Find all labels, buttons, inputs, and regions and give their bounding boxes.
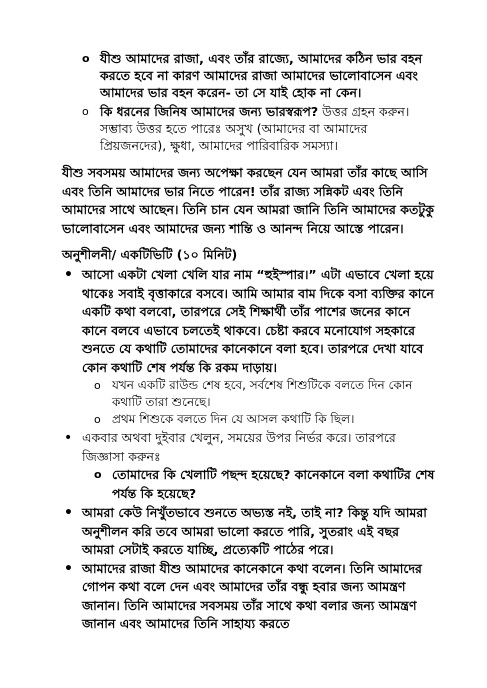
question-text: কি ধরনের জিনিষ আমাদের জন্য ভারস্বরূপ? — [100, 104, 319, 119]
list-item — [62, 377, 435, 411]
list-item — [70, 50, 435, 101]
list-item — [62, 560, 435, 634]
bullet-icon: • — [64, 505, 73, 521]
circle-bullet-icon: o — [94, 468, 102, 481]
list-item — [62, 504, 435, 560]
list-item — [62, 266, 435, 377]
list-item-text: প্রথম শিশুকে বলতে দিন যে আসল কথাটি কি ছিল। — [112, 412, 355, 426]
circle-bullet-icon: o — [82, 105, 89, 118]
circle-bullet-icon: o — [82, 52, 90, 65]
answer-text: সম্ভাব্য উত্তর হতে পারেঃ অসুখ (আমাদের বা আমাদের প্রিয়জনদের), ক্ষুধা, আমাদের পারিবারিক সমস্যা। — [100, 121, 368, 153]
bullet-icon: • — [64, 267, 73, 283]
list-item-text: একবার অথবা দুইবার খেলুন, সময়ের উপর নির্ভর করে। তারপরে জিজ্ঞাসা করুনঃ — [82, 430, 396, 464]
list-item-text: তোমাদের কি খেলাটি পছন্দ হয়েছে? কানেকানে বলা কথাটির শেষ পর্যন্ত কি হয়েছে? — [112, 467, 435, 501]
list-item-text: আমরা কেউ নিখুঁতভাবে শুনতে অভ্যস্ত নই, তাই না? কিন্তু যদি আমরা অনুশীলন করি তবে আমরা ভালো করতে পারি, সুতরাং এই বছর আমরা সেটাই করতে যাচ্ছি, প্রত্যেকটি পাঠের পরে। — [82, 505, 427, 557]
body-paragraph: যীশু সবসময় আমাদের জন্য অপেক্ষা করছেন যেন আমরা তাঁর কাছে আসি এবং তিনি আমাদের ভার নিতে পারেন! তাঁর রাজ্য সন্নিকট এবং তিনি আমাদের সাথে আছেন। তিনি চান যেন আমরা জানি তিনি আমাদের কতটুকু ভালোবাসেন এবং আমাদের জন্য শান্তি ও আনন্দ নিয়ে আস্তে পারেন। — [62, 165, 434, 236]
list-item-text: আসো একটা খেলা খেলি যার নাম “হুইস্পার।” এটা এভাবে খেলা হয়ে থাকেঃ সবাই বৃত্তাকারে বসবে। আমি আমার বাম দিকে বসা ব্যক্তির কানে একটি কথা বলবো, তারপরে সেই শিক্ষার্থী তাঁর পাশের জনের কানে কানে বলবে এভাবে চলতেই থাকবে। চেষ্টা করবে মনোযোগ সহকারে শুনতে যে কথাটি তোমাদের কানেকানে বলা হবে। তারপরে দেখা যাবে কোন কথাটি শেষ পর্যন্ত কি রকম দাড়ায়। — [82, 267, 434, 375]
answer-prompt: উত্তর গ্রহন করুন। — [318, 104, 410, 119]
list-item-text: আমাদের রাজা যীশু আমাদের কানেকানে কথা বলেন। তিনি আমাদের গোপন কথা বলে দেন এবং আমাদের তাঁর বন্ধু হবার জন্য আমন্ত্রণ জানান। তিনি আমাদের সবসময় তাঁর সাথে কথা বলার জন্য আমন্ত্রণ জানান এবং আমাদের তিনি সাহায্য করতে — [82, 560, 422, 631]
list-item-text: যীশু আমাদের রাজা, এবং তাঁর রাজ্যে, আমাদের কঠিন ভার বহন করতে হবে না কারণ আমাদের রাজা আমাদের ভালোবাসেন এবং আমাদের ভার বহন করেন- তা সে যাই হোক না কেন। — [100, 51, 423, 100]
list-item — [62, 466, 435, 503]
list-item — [62, 411, 435, 428]
list-item — [62, 429, 435, 466]
section-heading: অনুশীলনী/ একটিভিটি (১০ মিনিট) — [62, 247, 238, 262]
bullet-icon: • — [64, 430, 73, 446]
circle-bullet-icon: o — [94, 379, 101, 392]
circle-bullet-icon: o — [94, 413, 101, 426]
bullet-icon: • — [64, 560, 73, 577]
list-item-text: যখন একটি রাউন্ড শেষ হবে, সর্বশেষ শিশুটিকে বলতে দিন কোন কথাটি তারা শুনেছে। — [112, 378, 413, 409]
list-item — [70, 103, 435, 154]
